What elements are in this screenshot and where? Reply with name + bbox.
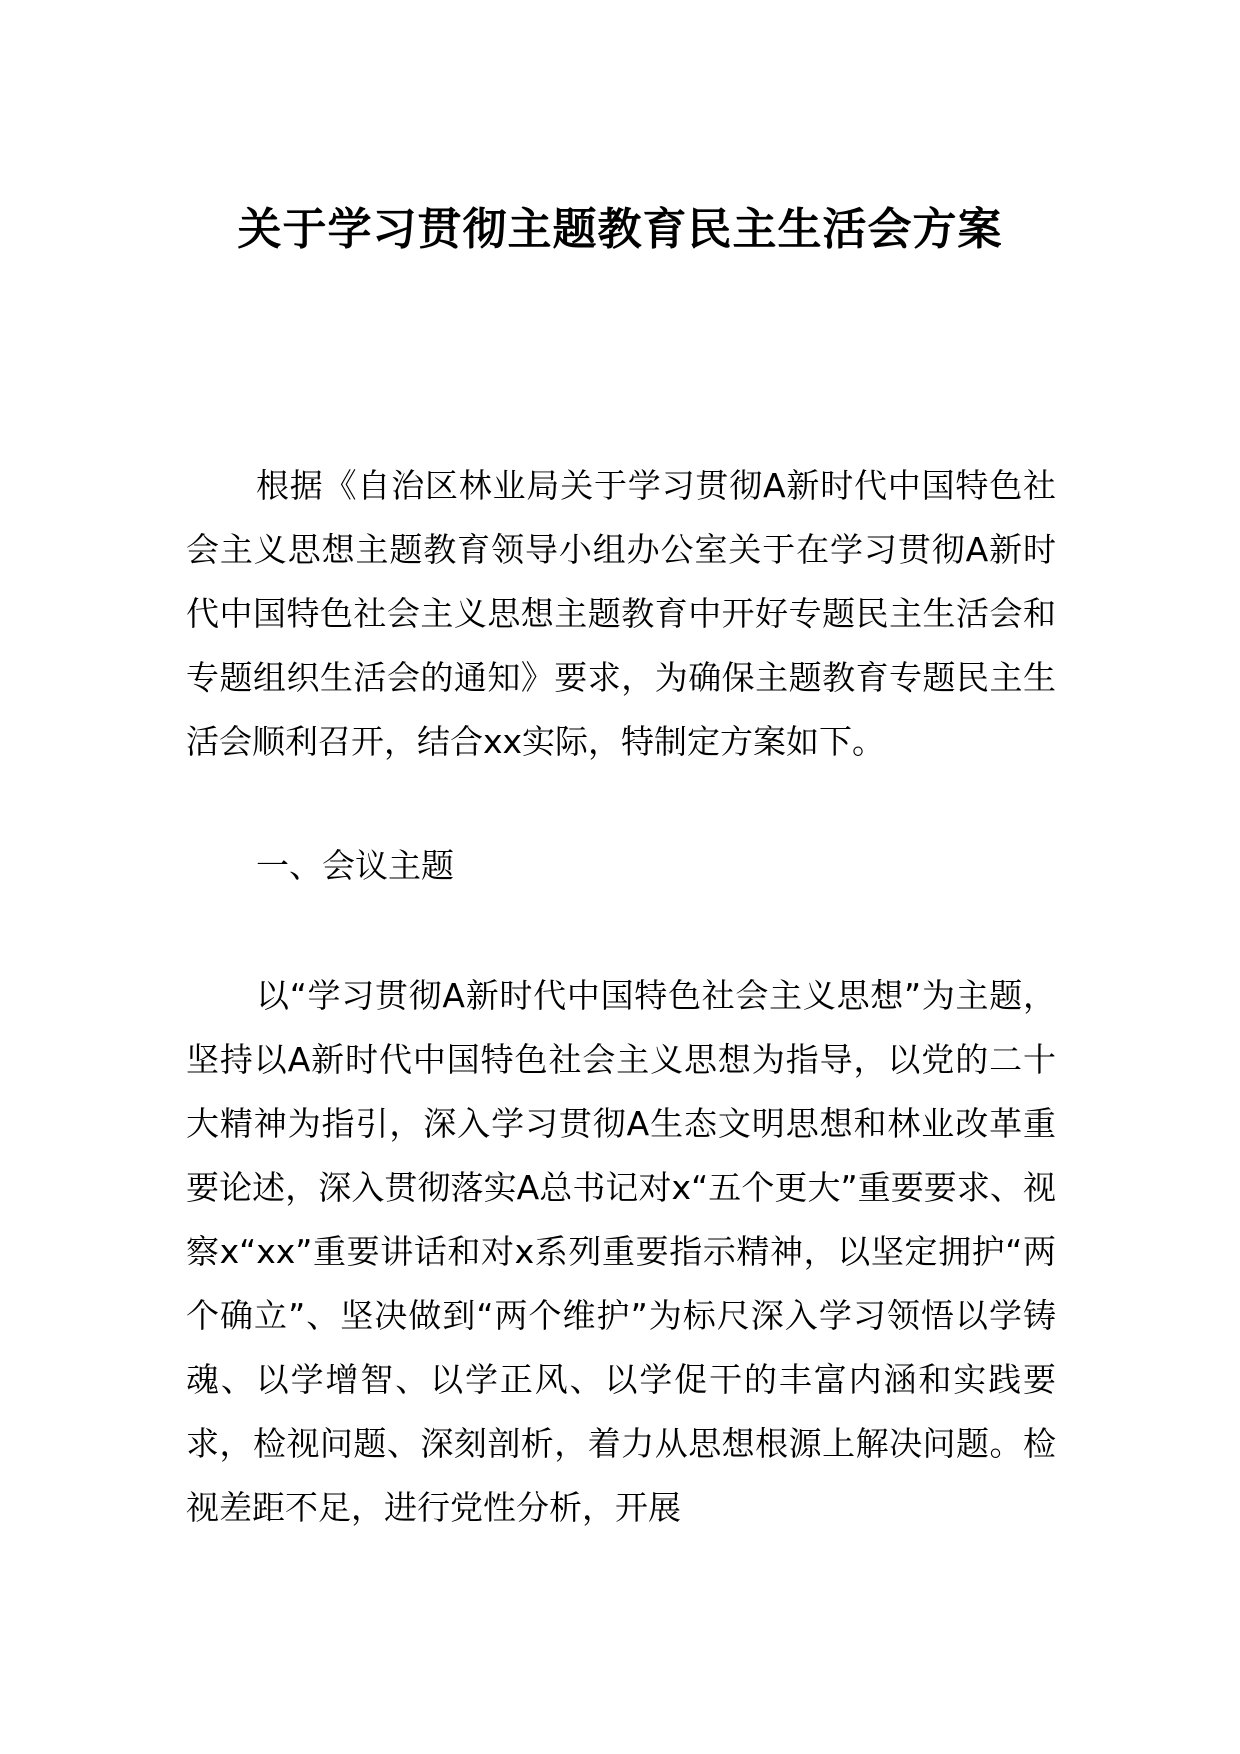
section-paragraph: 以“学习贯彻A新时代中国特色社会主义思想”为主题，坚持以A新时代中国特色社会主义思想为指导，以党的二十大精神为指引，深入学习贯彻A生态文明思想和林业改革重要论述，深入贯彻落实A总书记对x“五个更大”重要要求、视察x“xx”重要讲话和对x系列重要指示精神，以坚定拥护“两个确立”、坚决做到“两个维护”为标尺深入学习领悟以学铸魂、以学增智、以学正风、以学促干的丰富内涵和实践要求，检视问题、深刻剖析，着力从思想根源上解决问题。检视差距不足，进行党性分析，开展: [186, 976, 1056, 1527]
document-title: 关于学习贯彻主题教育民主生活会方案: [237, 204, 1003, 255]
intro-paragraph: 根据《自治区林业局关于学习贯彻A新时代中国特色社会主义思想主题教育领导小组办公室关于在学习贯彻A新时代中国特色社会主义思想主题教育中开好专题民主生活会和专题组织生活会的通知》要求，为确保主题教育专题民主生活会顺利召开，结合xx实际，特制定方案如下。: [186, 466, 1056, 761]
section-heading: 一、会议主题: [256, 846, 454, 885]
